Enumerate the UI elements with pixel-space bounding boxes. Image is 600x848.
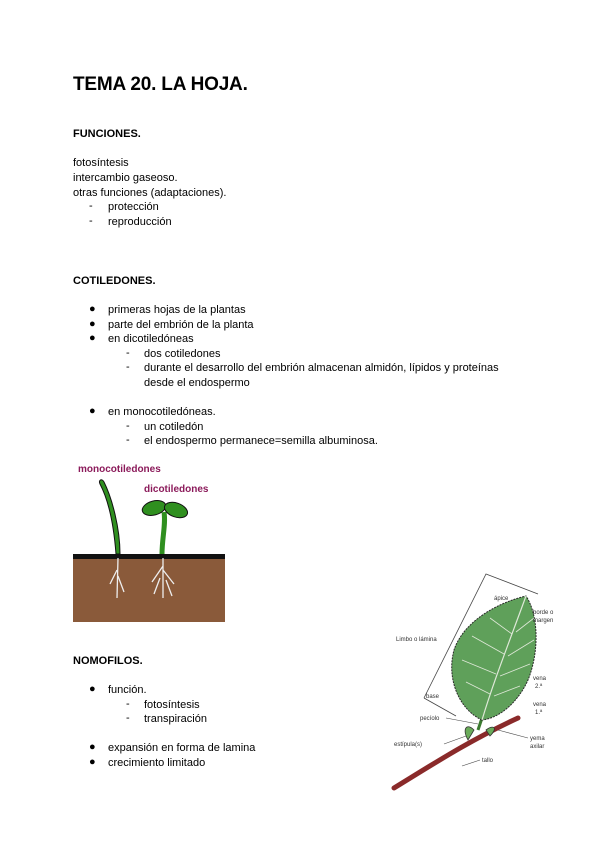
label-yema: yema xyxy=(530,736,545,742)
label-borde: borde o xyxy=(533,610,554,616)
funciones-sub-2: reproducción xyxy=(108,216,172,228)
leaf-diagram xyxy=(390,570,560,792)
nomofilos-bullet-2: expansión en forma de lamina xyxy=(108,742,256,754)
section-heading-cotiledones: COTILEDONES. xyxy=(73,275,156,287)
funciones-line-1: fotosíntesis xyxy=(73,157,129,169)
bullet-marker: ● xyxy=(89,303,96,315)
label-margen: margen xyxy=(533,618,554,624)
label-vena-primaria-num: 1.ª xyxy=(535,710,543,716)
section-heading-nomofilos: NOMOFILOS. xyxy=(73,655,143,667)
mono-sub-2: el endospermo permanece=semilla albuminosa. xyxy=(144,435,378,447)
funciones-sub-1: protección xyxy=(108,201,159,213)
funciones-line-3: otras funciones (adaptaciones). xyxy=(73,187,227,199)
label-dicotiledones: dicotiledones xyxy=(144,484,209,495)
label-vena-primaria: vena xyxy=(533,702,547,708)
label-apice: ápice xyxy=(494,596,509,602)
page-title: TEMA 20. LA HOJA. xyxy=(73,74,248,95)
cotiledones-bullet-1: primeras hojas de la plantas xyxy=(108,304,246,316)
cotiledones-bullet-3: en dicotiledóneas xyxy=(108,333,194,345)
dash-marker: - xyxy=(126,347,130,359)
stipule xyxy=(465,727,474,740)
bullet-marker: ● xyxy=(89,683,96,695)
soil-surface xyxy=(73,554,225,559)
seedling-illustration xyxy=(70,458,228,624)
label-vena-secundaria: vena xyxy=(533,676,547,682)
funcion-sub-1: fotosíntesis xyxy=(144,699,200,711)
nomofilos-bullet-funcion: función. xyxy=(108,684,147,696)
bullet-marker: ● xyxy=(89,756,96,768)
outline-box xyxy=(424,698,456,716)
dash-marker: - xyxy=(126,361,130,373)
bullet-marker: ● xyxy=(89,405,96,417)
mono-sub-1: un cotiledón xyxy=(144,421,204,433)
dash-marker: - xyxy=(126,434,130,446)
funcion-sub-2: transpiración xyxy=(144,713,207,725)
dicot-stem xyxy=(162,512,165,554)
label-tallo: tallo xyxy=(482,758,494,764)
label-vena-secundaria-num: 2.ª xyxy=(535,684,543,690)
dico-sub-3: desde el endospermo xyxy=(144,377,250,389)
bullet-marker: ● xyxy=(89,318,96,330)
label-monocotiledones: monocotiledones xyxy=(78,464,161,475)
label-limbo: Limbo o lámina xyxy=(396,637,437,643)
dico-sub-1: dos cotiledones xyxy=(144,348,221,360)
stem xyxy=(394,718,518,788)
leaf-blade xyxy=(452,596,536,720)
funciones-line-2: intercambio gaseoso. xyxy=(73,172,178,184)
cotiledones-bullet-2: parte del embrión de la planta xyxy=(108,319,254,331)
label-base: base xyxy=(426,694,440,700)
label-estipula: estípula(s) xyxy=(394,742,423,748)
dash-marker: - xyxy=(126,698,130,710)
dash-marker: - xyxy=(126,712,130,724)
dico-sub-2: durante el desarrollo del embrión almacenan almidón, lípidos y proteínas xyxy=(144,362,499,374)
dash-marker: - xyxy=(126,420,130,432)
nomofilos-bullet-3: crecimiento limitado xyxy=(108,757,206,769)
dash-marker: - xyxy=(89,200,93,212)
label-axilar: axilar xyxy=(530,744,545,750)
bullet-marker: ● xyxy=(89,741,96,753)
section-heading-funciones: FUNCIONES. xyxy=(73,128,141,140)
dash-marker: - xyxy=(89,215,93,227)
bullet-marker: ● xyxy=(89,332,96,344)
label-peciolo: pecíolo xyxy=(420,716,440,722)
soil xyxy=(73,556,225,622)
monocot-shoot xyxy=(99,480,120,554)
mono-bullet: en monocotiledóneas. xyxy=(108,406,216,418)
